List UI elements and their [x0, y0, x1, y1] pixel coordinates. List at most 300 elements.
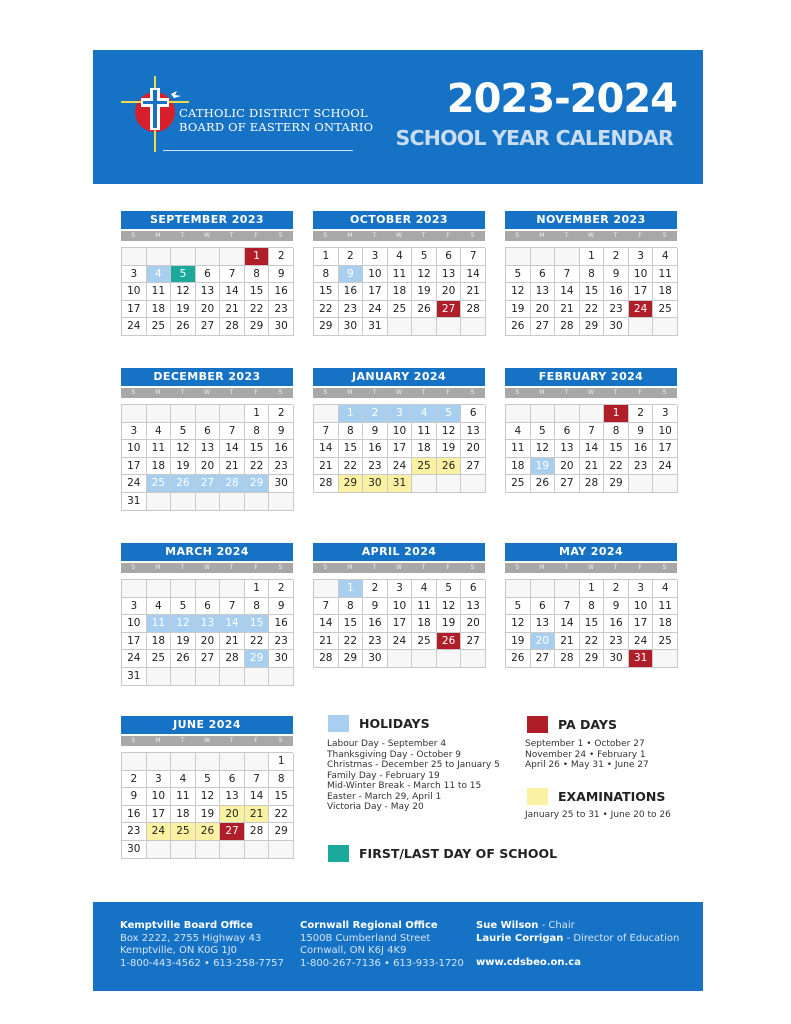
day-cell: 2 — [269, 248, 294, 266]
day-cell: 25 — [171, 823, 196, 841]
day-cell: 1 — [314, 248, 339, 266]
day-cell: 1 — [339, 405, 364, 423]
day-cell: 25 — [412, 458, 437, 476]
weekday-label: W — [588, 564, 594, 571]
day-cell: 1 — [245, 248, 270, 266]
day-cell: 29 — [604, 475, 629, 493]
empty-day-cell — [147, 668, 172, 686]
day-cell: 6 — [196, 598, 221, 616]
title-year: 2023-2024 — [446, 76, 677, 122]
day-cell: 7 — [461, 248, 486, 266]
empty-day-cell — [171, 668, 196, 686]
day-cell: 30 — [604, 650, 629, 668]
day-cell: 3 — [147, 771, 172, 789]
day-cell: 5 — [412, 248, 437, 266]
website-link[interactable]: www.cdsbeo.on.ca — [476, 957, 581, 968]
empty-day-cell — [245, 841, 270, 859]
month-title: OCTOBER 2023 — [313, 211, 485, 229]
day-cell: 5 — [437, 405, 462, 423]
day-cell: 17 — [388, 615, 413, 633]
day-cell: 16 — [122, 806, 147, 824]
weekday-label: T — [613, 389, 618, 396]
month-calendar — [313, 211, 485, 336]
weekday-label: F — [446, 564, 450, 571]
empty-day-cell — [653, 318, 678, 336]
day-cell: 21 — [555, 301, 580, 319]
footer — [93, 902, 703, 991]
legend-examinations-label: EXAMINATIONS — [558, 789, 666, 804]
month-calendar — [121, 211, 293, 336]
day-cell: 10 — [122, 615, 147, 633]
day-cell: 6 — [531, 266, 556, 284]
weekday-label: T — [229, 564, 234, 571]
weekday-label: T — [564, 564, 569, 571]
weekday-label: T — [613, 232, 618, 239]
day-cell: 23 — [604, 301, 629, 319]
day-cell: 20 — [220, 806, 245, 824]
day-cell: 2 — [629, 405, 654, 423]
weekday-label: S — [662, 564, 667, 571]
day-grid — [121, 752, 293, 859]
day-cell: 20 — [196, 633, 221, 651]
empty-day-cell — [171, 248, 196, 266]
weekday-label: S — [131, 737, 136, 744]
header-banner — [93, 50, 703, 184]
day-cell: 19 — [171, 301, 196, 319]
day-cell: 3 — [629, 248, 654, 266]
day-cell: 31 — [122, 493, 147, 511]
day-cell: 22 — [604, 458, 629, 476]
day-cell: 24 — [147, 823, 172, 841]
weekday-label: M — [347, 232, 353, 239]
weekday-label: M — [155, 564, 161, 571]
day-cell: 3 — [388, 580, 413, 598]
day-cell: 20 — [555, 458, 580, 476]
day-cell: 3 — [388, 405, 413, 423]
day-cell: 23 — [269, 633, 294, 651]
day-cell: 23 — [363, 633, 388, 651]
weekday-header — [121, 736, 293, 746]
director-line — [476, 933, 679, 946]
day-cell: 21 — [580, 458, 605, 476]
weekday-label: W — [204, 232, 210, 239]
empty-day-cell — [220, 580, 245, 598]
weekday-label: F — [446, 389, 450, 396]
day-cell: 6 — [220, 771, 245, 789]
weekday-label: M — [539, 232, 545, 239]
pa-day-list — [525, 739, 649, 771]
empty-day-cell — [220, 753, 245, 771]
list-item: November 24 • February 1 — [525, 749, 646, 760]
weekday-label: T — [372, 389, 377, 396]
day-cell: 1 — [580, 248, 605, 266]
weekday-label: W — [396, 389, 402, 396]
day-cell: 6 — [437, 248, 462, 266]
day-cell: 23 — [363, 458, 388, 476]
empty-day-cell — [220, 493, 245, 511]
day-cell: 16 — [269, 615, 294, 633]
weekday-header — [313, 231, 485, 241]
day-cell: 27 — [461, 633, 486, 651]
day-cell: 15 — [580, 283, 605, 301]
day-cell: 26 — [437, 458, 462, 476]
day-cell: 14 — [461, 266, 486, 284]
day-cell: 13 — [531, 615, 556, 633]
kemptville-heading: Kemptville Board Office — [120, 920, 253, 931]
weekday-label: W — [396, 232, 402, 239]
day-cell: 20 — [531, 301, 556, 319]
weekday-header — [505, 388, 677, 398]
day-cell: 20 — [196, 301, 221, 319]
day-cell: 8 — [339, 423, 364, 441]
weekday-label: M — [347, 389, 353, 396]
day-cell: 10 — [122, 283, 147, 301]
day-cell: 1 — [245, 580, 270, 598]
day-cell: 5 — [506, 266, 531, 284]
day-cell: 23 — [269, 458, 294, 476]
empty-day-cell — [437, 650, 462, 668]
day-cell: 24 — [363, 301, 388, 319]
day-cell: 31 — [363, 318, 388, 336]
legend-pa-days — [527, 716, 617, 733]
day-cell: 30 — [363, 475, 388, 493]
day-cell: 20 — [531, 633, 556, 651]
day-cell: 26 — [531, 475, 556, 493]
day-cell: 5 — [171, 598, 196, 616]
day-cell: 3 — [629, 580, 654, 598]
list-item: Labour Day - September 4 — [327, 739, 447, 749]
day-cell: 2 — [604, 248, 629, 266]
day-cell: 8 — [339, 598, 364, 616]
day-cell: 9 — [269, 598, 294, 616]
day-cell: 28 — [220, 650, 245, 668]
day-cell: 18 — [506, 458, 531, 476]
empty-day-cell — [171, 841, 196, 859]
day-cell: 18 — [653, 283, 678, 301]
day-cell: 11 — [147, 615, 172, 633]
day-cell: 17 — [122, 458, 147, 476]
empty-day-cell — [506, 580, 531, 598]
legend-first-last-day — [328, 845, 557, 862]
empty-day-cell — [506, 405, 531, 423]
day-cell: 31 — [122, 668, 147, 686]
day-cell: 6 — [196, 266, 221, 284]
list-item: Easter - March 29, April 1 — [327, 791, 442, 802]
empty-day-cell — [629, 475, 654, 493]
day-cell: 9 — [339, 266, 364, 284]
day-cell: 6 — [461, 405, 486, 423]
cornwall-office — [300, 920, 464, 970]
day-cell: 7 — [314, 423, 339, 441]
weekday-label: S — [662, 389, 667, 396]
day-cell: 22 — [245, 301, 270, 319]
empty-day-cell — [269, 668, 294, 686]
weekday-header — [121, 231, 293, 241]
day-cell: 13 — [461, 598, 486, 616]
day-cell: 18 — [147, 633, 172, 651]
weekday-label: S — [278, 389, 283, 396]
day-cell: 29 — [339, 475, 364, 493]
day-cell: 21 — [245, 806, 270, 824]
day-cell: 28 — [220, 475, 245, 493]
day-cell: 18 — [147, 458, 172, 476]
day-cell: 18 — [147, 301, 172, 319]
day-grid — [121, 579, 293, 686]
empty-day-cell — [461, 650, 486, 668]
day-cell: 13 — [531, 283, 556, 301]
day-cell: 12 — [171, 440, 196, 458]
day-cell: 21 — [220, 633, 245, 651]
legend-pa-days-label: PA DAYS — [558, 717, 617, 732]
empty-day-cell — [412, 475, 437, 493]
first-last-day-swatch — [328, 845, 349, 862]
day-cell: 25 — [147, 318, 172, 336]
day-cell: 7 — [555, 598, 580, 616]
day-cell: 27 — [220, 823, 245, 841]
day-cell: 20 — [461, 615, 486, 633]
day-cell: 10 — [388, 598, 413, 616]
month-title: FEBRUARY 2024 — [505, 368, 677, 386]
day-cell: 1 — [580, 580, 605, 598]
legend-holidays-label: HOLIDAYS — [359, 716, 430, 731]
day-cell: 29 — [245, 650, 270, 668]
day-cell: 8 — [245, 423, 270, 441]
weekday-label: T — [564, 389, 569, 396]
day-cell: 19 — [531, 458, 556, 476]
empty-day-cell — [437, 475, 462, 493]
day-cell: 24 — [629, 633, 654, 651]
day-cell: 25 — [412, 633, 437, 651]
weekday-label: F — [638, 389, 642, 396]
empty-day-cell — [555, 580, 580, 598]
weekday-label: T — [421, 564, 426, 571]
day-cell: 23 — [269, 301, 294, 319]
empty-day-cell — [122, 248, 147, 266]
day-grid — [505, 579, 677, 668]
empty-day-cell — [122, 405, 147, 423]
weekday-label: T — [180, 564, 185, 571]
day-cell: 7 — [580, 423, 605, 441]
empty-day-cell — [269, 841, 294, 859]
day-cell: 21 — [461, 283, 486, 301]
weekday-header — [121, 563, 293, 573]
day-cell: 19 — [506, 633, 531, 651]
organization-name-line1: CATHOLIC DISTRICT SCHOOL — [179, 106, 368, 120]
day-cell: 27 — [196, 318, 221, 336]
month-title: DECEMBER 2023 — [121, 368, 293, 386]
day-cell: 12 — [412, 266, 437, 284]
list-item: Victoria Day - May 20 — [327, 802, 424, 812]
month-title: JUNE 2024 — [121, 716, 293, 734]
day-grid — [505, 247, 677, 336]
day-cell: 24 — [122, 475, 147, 493]
day-cell: 5 — [196, 771, 221, 789]
empty-day-cell — [196, 668, 221, 686]
empty-day-cell — [171, 493, 196, 511]
weekday-label: S — [278, 564, 283, 571]
day-cell: 27 — [196, 650, 221, 668]
day-cell: 8 — [269, 771, 294, 789]
day-cell: 29 — [245, 475, 270, 493]
weekday-label: S — [323, 232, 328, 239]
day-cell: 26 — [506, 650, 531, 668]
weekday-label: T — [229, 389, 234, 396]
empty-day-cell — [147, 580, 172, 598]
day-cell: 31 — [629, 650, 654, 668]
weekday-label: S — [278, 737, 283, 744]
day-cell: 30 — [122, 841, 147, 859]
weekday-label: S — [515, 232, 520, 239]
chair-line — [476, 920, 679, 933]
day-grid — [121, 247, 293, 336]
day-cell: 18 — [171, 806, 196, 824]
day-cell: 4 — [147, 423, 172, 441]
day-cell: 15 — [269, 788, 294, 806]
day-cell: 24 — [653, 458, 678, 476]
day-cell: 17 — [388, 440, 413, 458]
cornwall-city: Cornwall, ON K6J 4K9 — [300, 945, 407, 956]
empty-day-cell — [653, 650, 678, 668]
day-cell: 22 — [245, 458, 270, 476]
month-title: NOVEMBER 2023 — [505, 211, 677, 229]
day-cell: 24 — [122, 650, 147, 668]
day-cell: 17 — [122, 633, 147, 651]
list-item: January 25 to 31 • June 20 to 26 — [525, 810, 671, 820]
empty-day-cell — [314, 580, 339, 598]
day-cell: 16 — [363, 440, 388, 458]
weekday-label: T — [229, 737, 234, 744]
day-cell: 18 — [412, 440, 437, 458]
day-cell: 25 — [147, 475, 172, 493]
empty-day-cell — [196, 248, 221, 266]
organization-name — [179, 106, 373, 134]
day-cell: 2 — [339, 248, 364, 266]
day-cell: 20 — [196, 458, 221, 476]
legend-holidays — [328, 715, 430, 732]
day-cell: 19 — [437, 440, 462, 458]
weekday-label: F — [638, 564, 642, 571]
kemptville-address: Box 2222, 2755 Highway 43 — [120, 932, 262, 944]
weekday-label: M — [155, 737, 161, 744]
day-cell: 28 — [220, 318, 245, 336]
day-cell: 25 — [506, 475, 531, 493]
month-calendar — [505, 543, 677, 668]
day-cell: 9 — [269, 423, 294, 441]
empty-day-cell — [245, 493, 270, 511]
day-cell: 8 — [245, 266, 270, 284]
day-cell: 16 — [269, 283, 294, 301]
empty-day-cell — [122, 753, 147, 771]
weekday-label: F — [638, 232, 642, 239]
day-cell: 27 — [196, 475, 221, 493]
day-cell: 30 — [363, 650, 388, 668]
day-cell: 19 — [412, 283, 437, 301]
day-cell: 4 — [506, 423, 531, 441]
day-cell: 27 — [461, 458, 486, 476]
day-cell: 10 — [122, 440, 147, 458]
weekday-label: S — [131, 389, 136, 396]
month-title: MARCH 2024 — [121, 543, 293, 561]
weekday-label: S — [131, 232, 136, 239]
weekday-label: S — [278, 232, 283, 239]
day-cell: 25 — [388, 301, 413, 319]
day-cell: 6 — [196, 423, 221, 441]
empty-day-cell — [196, 405, 221, 423]
day-cell: 4 — [653, 580, 678, 598]
list-item: Family Day - February 19 — [327, 770, 440, 781]
day-cell: 17 — [629, 283, 654, 301]
cornwall-address: 1500B Cumberland Street — [300, 932, 431, 944]
empty-day-cell — [531, 580, 556, 598]
empty-day-cell — [461, 318, 486, 336]
day-cell: 15 — [245, 440, 270, 458]
day-cell: 26 — [171, 318, 196, 336]
day-cell: 15 — [604, 440, 629, 458]
day-cell: 19 — [437, 615, 462, 633]
empty-day-cell — [653, 475, 678, 493]
weekday-header — [313, 563, 485, 573]
day-cell: 28 — [555, 318, 580, 336]
weekday-header — [505, 563, 677, 573]
day-cell: 22 — [339, 458, 364, 476]
empty-day-cell — [196, 841, 221, 859]
weekday-label: S — [323, 389, 328, 396]
day-cell: 10 — [629, 598, 654, 616]
day-cell: 7 — [220, 598, 245, 616]
day-cell: 5 — [506, 598, 531, 616]
day-cell: 5 — [437, 580, 462, 598]
day-cell: 8 — [314, 266, 339, 284]
legend-first-last-day-label: FIRST/LAST DAY OF SCHOOL — [359, 846, 558, 861]
day-cell: 4 — [412, 580, 437, 598]
day-cell: 1 — [245, 405, 270, 423]
empty-day-cell — [220, 841, 245, 859]
day-cell: 9 — [604, 266, 629, 284]
day-cell: 22 — [269, 806, 294, 824]
kemptville-phone: 1-800-443-4562 • 613-258-7757 — [120, 957, 284, 969]
day-cell: 30 — [269, 650, 294, 668]
day-cell: 21 — [314, 458, 339, 476]
empty-day-cell — [171, 405, 196, 423]
day-cell: 28 — [580, 475, 605, 493]
day-cell: 13 — [437, 266, 462, 284]
day-cell: 10 — [629, 266, 654, 284]
weekday-label: F — [254, 389, 258, 396]
day-cell: 23 — [339, 301, 364, 319]
day-cell: 21 — [220, 301, 245, 319]
weekday-label: T — [372, 232, 377, 239]
day-cell: 10 — [388, 423, 413, 441]
weekday-label: T — [180, 232, 185, 239]
director-title: - Director of Education — [563, 932, 680, 944]
legend-examinations — [527, 788, 665, 805]
day-cell: 8 — [580, 598, 605, 616]
day-cell: 30 — [339, 318, 364, 336]
day-cell: 9 — [122, 788, 147, 806]
day-cell: 8 — [604, 423, 629, 441]
day-grid — [313, 404, 485, 493]
list-item: Christmas - December 25 to January 5 — [327, 760, 500, 770]
day-cell: 12 — [171, 615, 196, 633]
day-cell: 24 — [388, 458, 413, 476]
day-cell: 15 — [245, 615, 270, 633]
day-cell: 26 — [171, 650, 196, 668]
day-cell: 22 — [245, 633, 270, 651]
day-cell: 31 — [388, 475, 413, 493]
day-cell: 20 — [437, 283, 462, 301]
day-cell: 17 — [629, 615, 654, 633]
day-cell: 7 — [555, 266, 580, 284]
